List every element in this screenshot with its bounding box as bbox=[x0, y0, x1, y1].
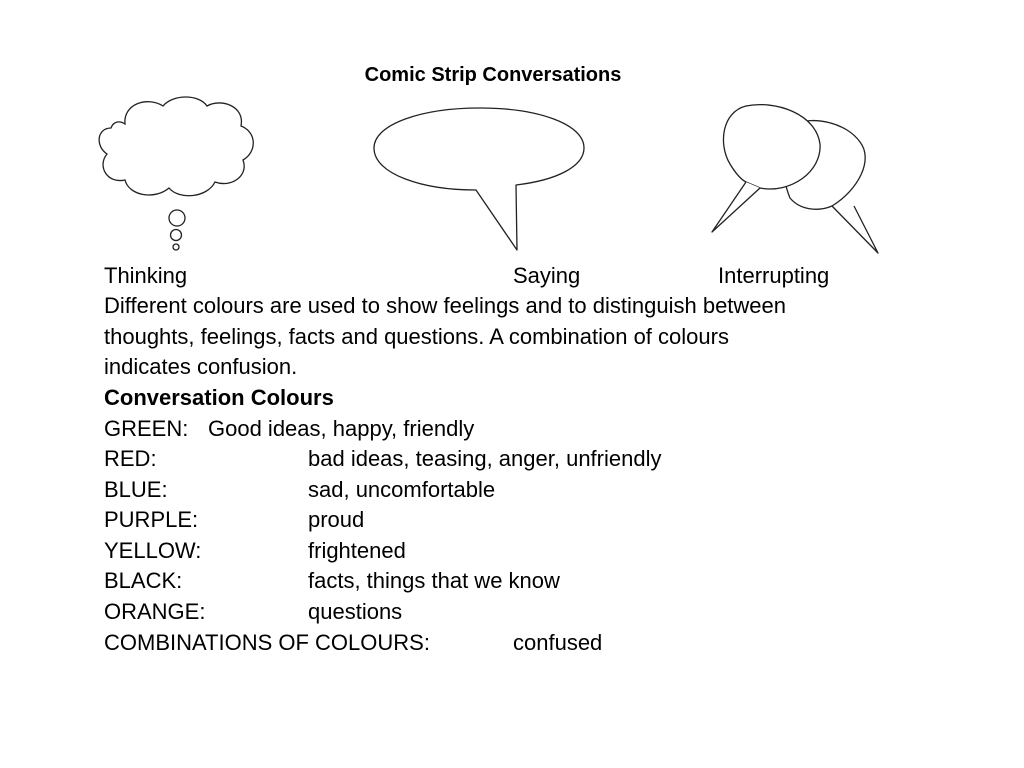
colours-heading: Conversation Colours bbox=[104, 385, 334, 410]
colour-label: YELLOW: bbox=[104, 538, 202, 563]
speech-bubble-icon bbox=[370, 104, 590, 256]
bubble-labels bbox=[104, 261, 904, 291]
colour-label: BLACK: bbox=[104, 568, 183, 593]
colour-row-orange bbox=[104, 597, 804, 627]
label-saying: Saying bbox=[513, 263, 581, 288]
interrupting-bubbles-icon bbox=[706, 98, 888, 260]
colour-meaning: facts, things that we know bbox=[308, 568, 560, 593]
colour-label: ORANGE: bbox=[104, 599, 206, 624]
colour-row-black bbox=[104, 566, 804, 596]
colour-row-combinations bbox=[104, 628, 804, 658]
colour-label: RED: bbox=[104, 446, 157, 471]
colour-row-green bbox=[104, 414, 804, 444]
colour-meaning: bad ideas, teasing, anger, unfriendly bbox=[308, 446, 662, 471]
colour-meaning: sad, uncomfortable bbox=[308, 477, 496, 502]
colour-label: BLUE: bbox=[104, 477, 168, 502]
intro-line-1: Different colours are used to show feelings and to distinguish between bbox=[104, 293, 787, 318]
intro-line-3: indicates confusion. bbox=[104, 354, 298, 379]
colour-label: GREEN: bbox=[104, 416, 189, 441]
label-interrupting: Interrupting bbox=[718, 263, 830, 288]
colour-row-red bbox=[104, 444, 804, 474]
colour-meaning: Good ideas, happy, friendly bbox=[208, 416, 475, 441]
colour-meaning: confused bbox=[513, 630, 603, 655]
colour-label: PURPLE: bbox=[104, 507, 199, 532]
colour-meaning: frightened bbox=[308, 538, 406, 563]
intro-line-2: thoughts, feelings, facts and questions. A combination of colours bbox=[104, 324, 729, 349]
label-thinking: Thinking bbox=[104, 263, 188, 288]
thought-bubble-icon bbox=[95, 96, 261, 256]
colour-row-blue bbox=[104, 475, 804, 505]
page-title: Comic Strip Conversations bbox=[364, 64, 622, 86]
colour-meaning: proud bbox=[308, 507, 365, 532]
colour-row-yellow bbox=[104, 536, 804, 566]
colour-label: COMBINATIONS OF COLOURS: bbox=[104, 630, 430, 655]
colour-meaning: questions bbox=[308, 599, 403, 624]
colour-row-purple bbox=[104, 505, 804, 535]
